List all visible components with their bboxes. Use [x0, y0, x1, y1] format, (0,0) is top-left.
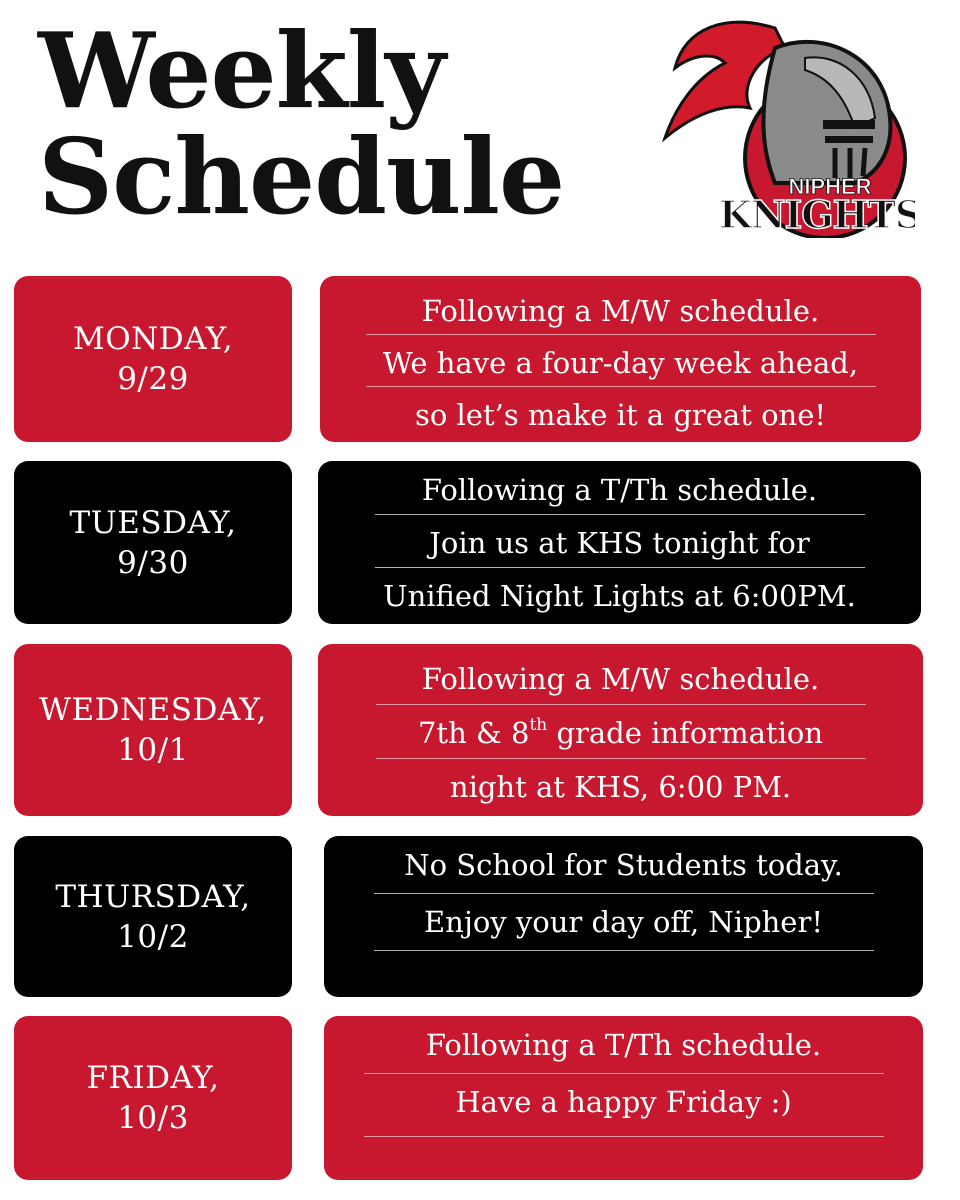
note-line: Have a happy Friday :): [324, 1077, 923, 1134]
note-card-tuesday: [318, 461, 921, 624]
note-line: Join us at KHS tonight for: [318, 518, 921, 571]
note-line: Following a M/W schedule.: [318, 654, 923, 708]
divider: [376, 758, 866, 759]
day-name: TUESDAY,: [69, 504, 237, 541]
note-line: Following a M/W schedule.: [320, 286, 921, 338]
divider: [376, 704, 866, 705]
day-card-tuesday: [14, 461, 292, 624]
divider: [375, 514, 865, 515]
note-line: We have a four-day week ahead,: [320, 338, 921, 390]
divider: [364, 1073, 884, 1074]
logo-top-text: NIPHER: [788, 174, 872, 199]
note-card-thursday: [324, 836, 923, 997]
day-card-friday: [14, 1016, 292, 1180]
divider: [366, 334, 876, 335]
day-date: 9/29: [117, 361, 189, 397]
note-line: 7th & 8th grade information: [318, 708, 923, 762]
knight-helmet-icon: [655, 8, 915, 238]
note-line: Unified Night Lights at 6:00PM.: [383, 579, 856, 613]
divider: [366, 386, 876, 387]
day-date: 9/30: [117, 544, 189, 581]
logo-bottom-text: KNIGHTS: [718, 192, 915, 237]
note-line: No School for Students today.: [324, 840, 923, 897]
day-card-monday: [14, 276, 292, 442]
note-card-wednesday: [318, 644, 923, 816]
divider: [364, 1136, 884, 1137]
note-line: so let’s make it a great one!: [414, 398, 827, 432]
divider: [374, 950, 874, 951]
note-card-friday: [324, 1016, 923, 1180]
day-name: WEDNESDAY,: [39, 692, 267, 728]
title-line-2: Schedule: [38, 115, 565, 238]
note-line: Enjoy your day off, Nipher!: [324, 897, 923, 954]
day-date: 10/3: [117, 1100, 189, 1136]
day-name: FRIDAY,: [86, 1060, 220, 1096]
day-card-wednesday: [14, 644, 292, 816]
divider: [374, 893, 874, 894]
divider: [375, 567, 865, 568]
note-card-monday: [320, 276, 921, 442]
nipher-knights-logo: [655, 8, 915, 238]
day-card-thursday: [14, 836, 292, 997]
day-date: 10/1: [117, 732, 189, 768]
title-line-1: Weekly: [38, 9, 445, 132]
day-name: MONDAY,: [72, 321, 234, 357]
note-line: Following a T/Th schedule.: [324, 1020, 923, 1077]
page-title: [38, 9, 565, 238]
note-line: Following a T/Th schedule.: [318, 465, 921, 518]
day-name: THURSDAY,: [55, 878, 251, 915]
note-line: night at KHS, 6:00 PM.: [449, 770, 792, 804]
day-date: 10/2: [117, 918, 189, 955]
